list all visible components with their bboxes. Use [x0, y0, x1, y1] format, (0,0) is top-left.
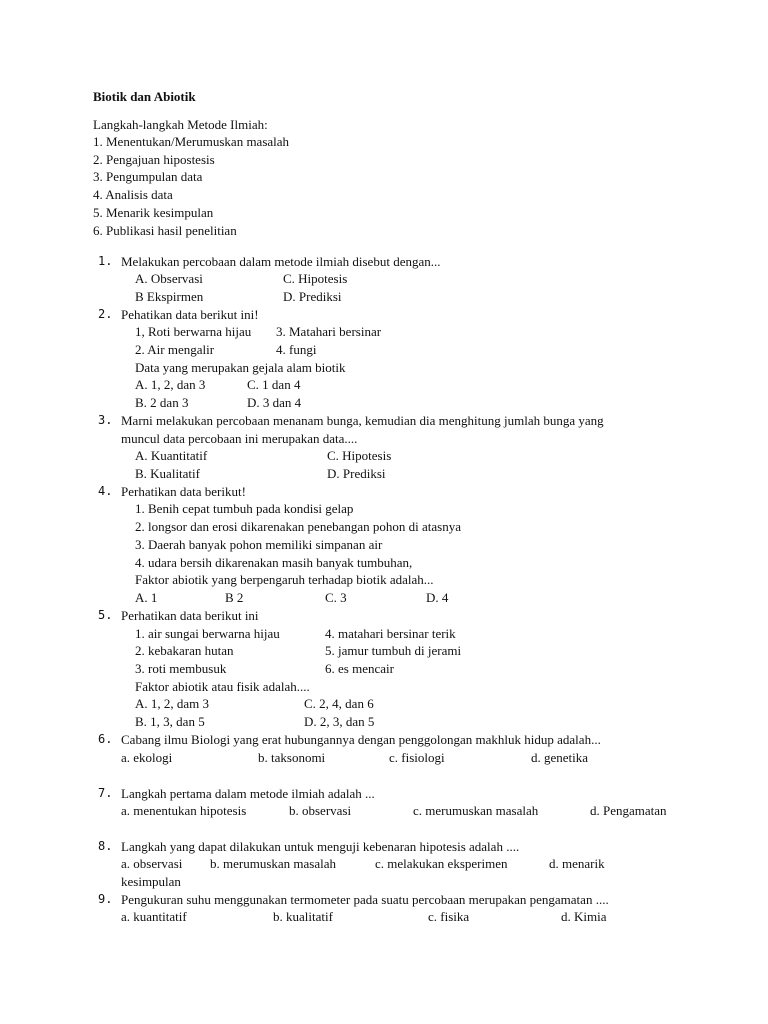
- option-d: d. genetika: [531, 750, 589, 765]
- step-item: 4. Analisis data: [93, 187, 173, 202]
- question-number: 8.: [98, 839, 113, 853]
- option-c: C. 1 dan 4: [247, 377, 301, 392]
- step-item: 3. Pengumpulan data: [93, 169, 203, 184]
- question-number: 5.: [98, 608, 113, 622]
- option-d: D. 4: [426, 590, 449, 605]
- question-number: 6.: [98, 732, 113, 746]
- question-text: Perhatikan data berikut!: [121, 484, 246, 499]
- option-c: C. Hipotesis: [327, 448, 392, 463]
- option-c: c. merumuskan masalah: [413, 803, 539, 818]
- option-d: D. 2, 3, dan 5: [304, 714, 375, 729]
- data-item: 4. matahari bersinar terik: [325, 626, 456, 641]
- data-item: 3. Daerah banyak pohon memiliki simpanan air: [135, 537, 383, 552]
- option-b: b. kualitatif: [273, 909, 333, 924]
- option-a: a. menentukan hipotesis: [121, 803, 247, 818]
- question-text: Perhatikan data berikut ini: [121, 608, 259, 623]
- data-item: 1, Roti berwarna hijau: [135, 324, 252, 339]
- data-item: 2. longsor dan erosi dikarenakan penebangan pohon di atasnya: [135, 519, 461, 534]
- option-b: b. taksonomi: [258, 750, 326, 765]
- option-d: d. Pengamatan: [590, 803, 667, 818]
- question-text: Pehatikan data berikut ini!: [121, 307, 259, 322]
- option-a: A. 1, 2, dam 3: [135, 696, 210, 711]
- data-item: 4. udara bersih dikarenakan masih banyak tumbuhan,: [135, 555, 413, 570]
- option-c: c. fisika: [428, 909, 470, 924]
- option-d-cont: kesimpulan: [121, 874, 181, 889]
- steps-heading: Langkah-langkah Metode Ilmiah:: [93, 117, 268, 132]
- step-item: 5. Menarik kesimpulan: [93, 205, 214, 220]
- step-item: 2. Pengajuan hipostesis: [93, 152, 215, 167]
- option-a: a. observasi: [121, 856, 183, 871]
- option-a: a. kuantitatif: [121, 909, 187, 924]
- option-a: A. Observasi: [135, 271, 203, 286]
- data-item: 2. kebakaran hutan: [135, 643, 234, 658]
- question-number: 4.: [98, 484, 113, 498]
- data-item: 3. roti membusuk: [135, 661, 227, 676]
- option-b: B 2: [225, 590, 244, 605]
- option-b: B Ekspirmen: [135, 289, 204, 304]
- data-item: 5. jamur tumbuh di jerami: [325, 643, 462, 658]
- question-text: Langkah yang dapat dilakukan untuk menguji kebenaran hipotesis adalah ....: [121, 839, 520, 854]
- question-text: Pengukuran suhu menggunakan termometer pada suatu percobaan merupakan pengamatan ....: [121, 892, 609, 907]
- option-b: B. Kualitatif: [135, 466, 200, 481]
- data-item: 4. fungi: [276, 342, 317, 357]
- option-c: C. 3: [325, 590, 347, 605]
- data-item: 2. Air mengalir: [135, 342, 215, 357]
- data-item: 3. Matahari bersinar: [276, 324, 382, 339]
- data-item: 6. es mencair: [325, 661, 394, 676]
- data-item: 1. Benih cepat tumbuh pada kondisi gelap: [135, 501, 354, 516]
- question-text-cont: muncul data percobaan ini merupakan data....: [121, 431, 358, 446]
- option-d: D. 3 dan 4: [247, 395, 302, 410]
- question-text: Langkah pertama dalam metode ilmiah adalah ...: [121, 786, 375, 801]
- question-number: 3.: [98, 413, 113, 427]
- step-item: 6. Publikasi hasil penelitian: [93, 223, 237, 238]
- option-d: D. Prediksi: [283, 289, 342, 304]
- option-c: C. Hipotesis: [283, 271, 348, 286]
- option-c: C. 2, 4, dan 6: [304, 696, 374, 711]
- option-b: B. 1, 3, dan 5: [135, 714, 205, 729]
- option-d: d. menarik: [549, 856, 605, 871]
- option-d: d. Kimia: [561, 909, 607, 924]
- question-number: 9.: [98, 892, 113, 906]
- option-b: b. observasi: [289, 803, 352, 818]
- page-title: Biotik dan Abiotik: [93, 89, 196, 104]
- option-d: D. Prediksi: [327, 466, 386, 481]
- question-text: Melakukan percobaan dalam metode ilmiah disebut dengan...: [121, 254, 441, 269]
- question-text: Marni melakukan percobaan menanam bunga, kemudian dia menghitung jumlah bunga yang: [121, 413, 604, 428]
- option-a: a. ekologi: [121, 750, 173, 765]
- question-number: 1.: [98, 254, 113, 268]
- question-prompt: Data yang merupakan gejala alam biotik: [135, 360, 346, 375]
- step-item: 1. Menentukan/Merumuskan masalah: [93, 134, 290, 149]
- data-item: 1. air sungai berwarna hijau: [135, 626, 280, 641]
- option-b: B. 2 dan 3: [135, 395, 189, 410]
- option-b: b. merumuskan masalah: [210, 856, 336, 871]
- question-text: Cabang ilmu Biologi yang erat hubungannya dengan penggolongan makhluk hidup adalah...: [121, 732, 601, 747]
- question-prompt: Faktor abiotik yang berpengaruh terhadap biotik adalah...: [135, 572, 434, 587]
- question-number: 2.: [98, 307, 113, 321]
- option-c: c. melakukan eksperimen: [375, 856, 508, 871]
- option-a: A. 1: [135, 590, 158, 605]
- question-prompt: Faktor abiotik atau fisik adalah....: [135, 679, 310, 694]
- question-number: 7.: [98, 786, 113, 800]
- option-c: c. fisiologi: [389, 750, 445, 765]
- option-a: A. Kuantitatif: [135, 448, 208, 463]
- option-a: A. 1, 2, dan 3: [135, 377, 206, 392]
